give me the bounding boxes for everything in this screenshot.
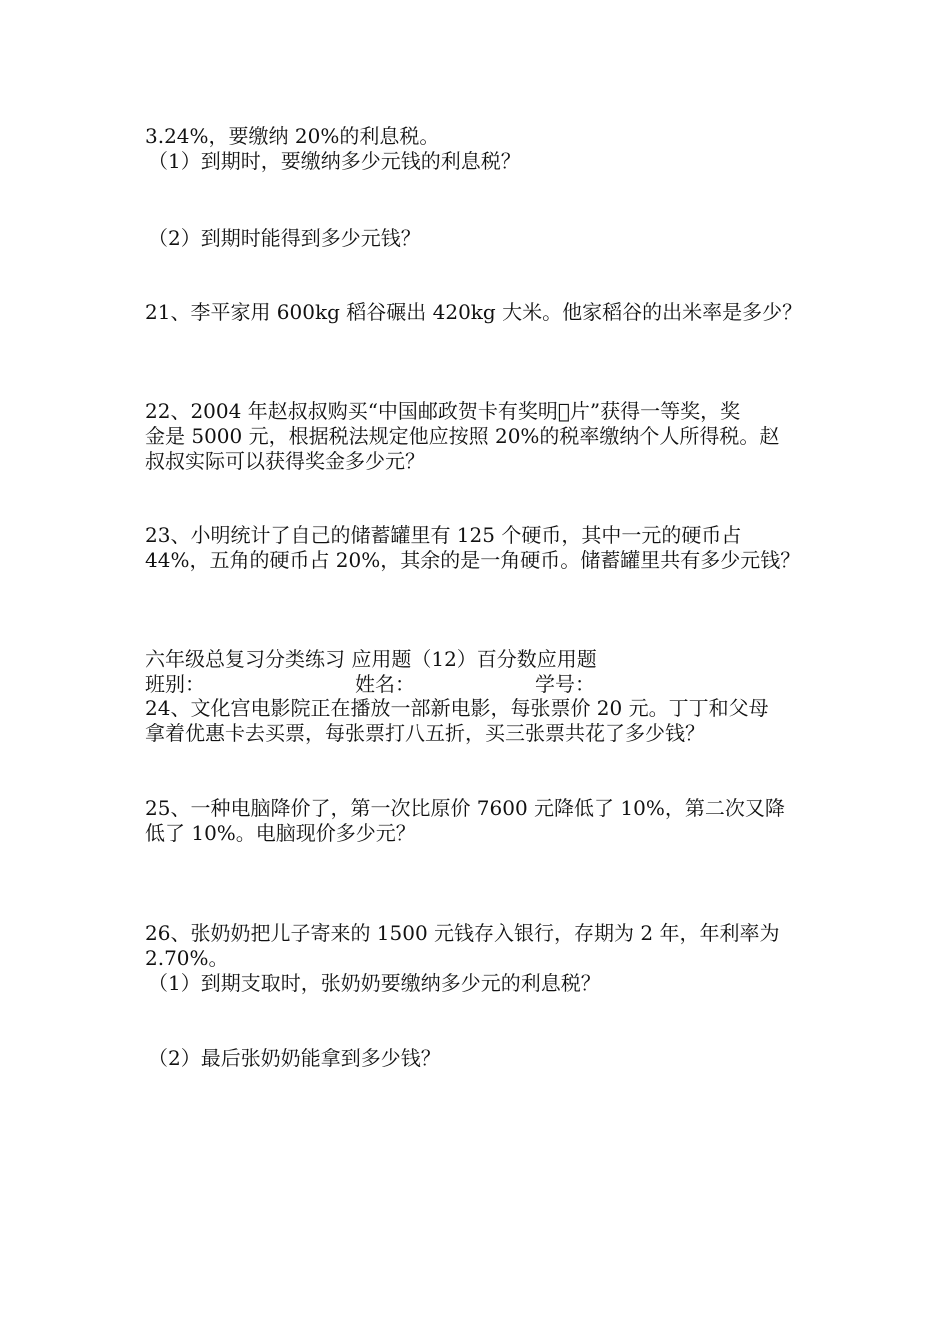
- q24-text-line-2: 拿着优惠卡去买票，每张票打八五折，买三张票共花了多少钱？: [145, 721, 705, 745]
- q26-text-line-1: 26、张奶奶把儿子寄来的 1500 元钱存入银行，存期为 2 年，年利率为: [145, 921, 780, 945]
- q20-subquestion-2: （2）到期时能得到多少元钱？: [148, 226, 421, 250]
- q26-subquestion-2: （2）最后张奶奶能拿到多少钱？: [148, 1046, 441, 1070]
- q21-text-line-1: 21、李平家用 600kg 稻谷碾出 420kg 大米。他家稻谷的出米率是多少？: [145, 300, 803, 324]
- student-info-row: [145, 673, 845, 696]
- q22-text-line-3: 叔叔实际可以获得奖金多少元？: [145, 449, 425, 473]
- class-label: 班别：: [145, 672, 205, 696]
- q23-text-line-1: 23、小明统计了自己的储蓄罐里有 125 个硬币，其中一元的硬币占: [145, 523, 742, 547]
- q23-text-line-2: 44%，五角的硬币占 20%，其余的是一角硬币。储蓄罐里共有多少元钱？: [145, 548, 801, 572]
- q25-text-line-1: 25、一种电脑降价了，第一次比原价 7600 元降低了 10%，第二次又降: [145, 796, 785, 820]
- q22-text-line-2: 金是 5000 元，根据税法规定他应按照 20%的税率缴纳个人所得税。赵: [145, 424, 780, 448]
- q22-text-line-1: 22、2004 年赵叔叔购买“中国邮政贺卡有奖明𫃷片”获得一等奖，奖: [145, 399, 741, 423]
- q26-text-line-2: 2.70%。: [145, 946, 229, 970]
- q25-text-line-2: 低了 10%。电脑现价多少元？: [145, 821, 416, 845]
- q24-text-line-1: 24、文化宫电影院正在播放一部新电影，每张票价 20 元。丁丁和父母: [145, 696, 769, 720]
- section-title: 六年级总复习分类练习 应用题（12）百分数应用题: [145, 647, 597, 671]
- student-id-label: 学号：: [535, 672, 595, 696]
- q20-subquestion-1: （1）到期时，要缴纳多少元钱的利息税？: [148, 149, 521, 173]
- name-label: 姓名：: [355, 672, 415, 696]
- q26-subquestion-1: （1）到期支取时，张奶奶要缴纳多少元的利息税？: [148, 971, 601, 995]
- q20-text-line-1: 3.24%，要缴纳 20%的利息税。: [145, 124, 440, 148]
